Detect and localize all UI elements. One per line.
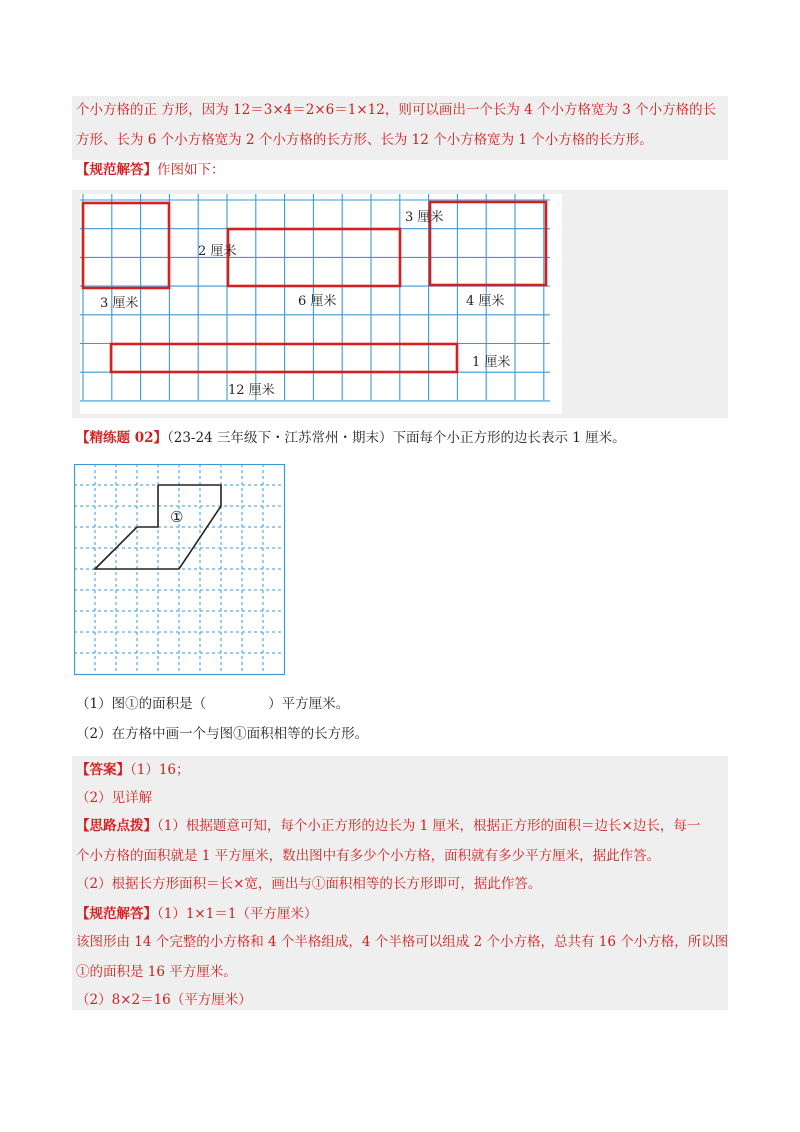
question-1-prefix: （1）图①的面积是（ <box>76 696 207 712</box>
solution-2-line-2: 该图形由 14 个完整的小方格和 4 个半格组成，4 个半格可以组成 2 个小方格，总共有 16 个小方格，所以图 <box>76 934 729 950</box>
solution-2-text-1: （1）1×1＝1（平方厘米） <box>157 906 318 922</box>
label-3cm-right: 3 厘米 <box>405 210 444 225</box>
label-3cm-left: 3 厘米 <box>100 296 139 311</box>
label-6cm: 6 厘米 <box>298 294 337 309</box>
question-1-suffix: ）平方厘米。 <box>268 696 350 712</box>
solution-1-tag: 【规范解答】 <box>76 162 157 178</box>
answer-tag: 【答案】 <box>76 762 130 778</box>
hint-line-3: （2）根据长方形面积＝长×宽，画出与①面积相等的长方形即可，据此作答。 <box>76 876 542 892</box>
hint-line-2: 个小方格的面积就是 1 平方厘米，数出图中有多少个小方格，面积就有多少平方厘米，据此作答。 <box>76 848 661 864</box>
intro-line-1: 个小方格的正 方形，因为 12＝3×4＝2×6＝1×12，则可以画出一个长为 4 个小方格宽为 3 个小方格的长 <box>76 102 717 118</box>
solution-1-text: 作图如下： <box>157 162 225 178</box>
hint-text-1: （1）根据题意可知，每个小正方形的边长为 1 厘米，根据正方形的面积＝边长×边长，每一 <box>157 818 701 834</box>
solution-1-heading <box>76 160 225 180</box>
answer-text-1: （1）16； <box>130 762 190 778</box>
label-2cm: 2 厘米 <box>198 244 237 259</box>
solution-2-line-3: ①的面积是 16 平方厘米。 <box>76 964 237 980</box>
solution-2-line-4: （2）8×2＝16（平方厘米） <box>76 992 252 1008</box>
exercise-heading <box>76 428 626 448</box>
question-1 <box>76 694 349 714</box>
solution-2-line-1 <box>76 904 317 924</box>
answer-line-1 <box>76 760 190 780</box>
intro-line-2: 方形、长为 6 个小方格宽为 2 个小方格的长方形、长为 12 个小方格宽为 1 个小方格的长方形。 <box>76 132 653 148</box>
shape-1-label: ① <box>170 508 184 526</box>
solution-2-tag: 【规范解答】 <box>76 906 157 922</box>
shape-grid-figure <box>74 464 286 676</box>
hint-line-1 <box>76 816 700 836</box>
answer-line-2: （2）见详解 <box>76 790 153 806</box>
exercise-text: （23-24 三年级下・江苏常州・期末）下面每个小正方形的边长表示 1 厘米。 <box>167 430 626 446</box>
rectangle-grid-figure <box>80 194 562 414</box>
exercise-tag: 【精练题 02】 <box>76 430 167 446</box>
hint-tag: 【思路点拨】 <box>76 818 157 834</box>
label-1cm: 1 厘米 <box>472 355 511 370</box>
question-2: （2）在方格中画一个与图①面积相等的长方形。 <box>76 726 369 742</box>
label-12cm: 12 厘米 <box>228 383 275 398</box>
label-4cm: 4 厘米 <box>466 294 505 309</box>
